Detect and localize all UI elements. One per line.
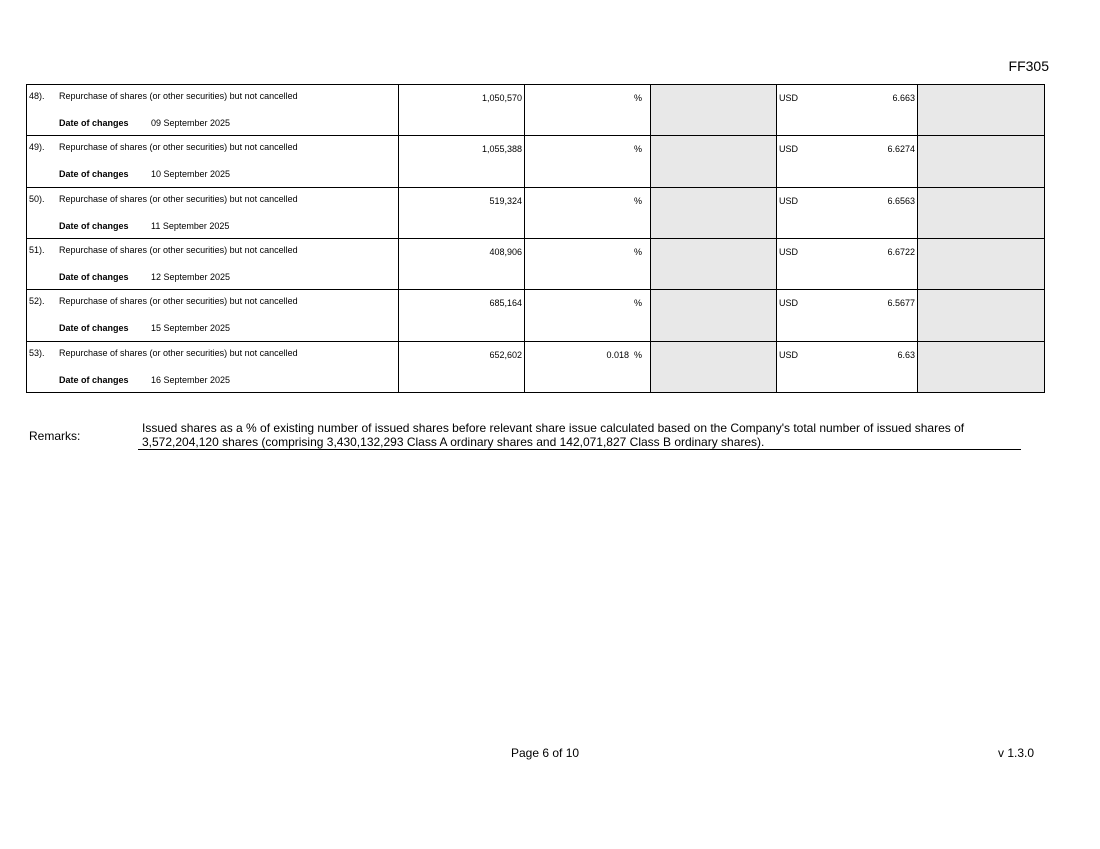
date-label: Date of changes: [59, 323, 129, 334]
share-changes-table: [26, 84, 1045, 393]
currency: USD: [779, 298, 799, 309]
price-cell: [777, 290, 918, 341]
shaded-cell: [918, 85, 1045, 136]
number-cell: [399, 341, 525, 392]
price-cell: [777, 341, 918, 392]
date-value: 09 September 2025: [151, 118, 231, 128]
percent-value: [525, 85, 650, 103]
row-index: 51).: [29, 244, 45, 255]
remarks-label: Remarks:: [29, 429, 81, 443]
row-description: Repurchase of shares (or other securities) but not cancelled: [59, 142, 298, 153]
description-cell: [27, 187, 399, 238]
percent-cell: [525, 290, 651, 341]
share-number: 408,906: [489, 246, 522, 257]
shaded-cell: [918, 187, 1045, 238]
currency: USD: [779, 144, 799, 155]
percent-sign: %: [633, 144, 642, 155]
price-cell: [777, 136, 918, 187]
row-index: 50).: [29, 193, 45, 204]
percent-cell: [525, 85, 651, 136]
share-number: 519,324: [489, 195, 522, 206]
share-number: 1,055,388: [481, 144, 522, 155]
currency: USD: [779, 246, 799, 257]
price-cell: [777, 238, 918, 289]
percent-cell: [525, 136, 651, 187]
row-description: Repurchase of shares (or other securities) but not cancelled: [59, 193, 298, 204]
table-row: [27, 290, 1045, 341]
percent-value: [525, 239, 650, 257]
date-label: Date of changes: [59, 220, 129, 231]
date-value: 10 September 2025: [151, 169, 231, 180]
table-row: [27, 187, 1045, 238]
currency: USD: [779, 195, 799, 206]
row-description: Repurchase of shares (or other securities) but not cancelled: [59, 244, 298, 255]
percent-sign: %: [633, 298, 642, 309]
shaded-cell: [651, 85, 777, 136]
row-index: 49).: [29, 142, 45, 153]
currency: USD: [779, 349, 799, 360]
share-number: 1,050,570: [481, 93, 522, 103]
percent-value: [525, 136, 650, 154]
percent-sign: %: [633, 195, 642, 206]
table-row: [27, 85, 1045, 136]
shaded-cell: [918, 290, 1045, 341]
price-value: 6.6274: [887, 144, 915, 155]
table-row: [27, 341, 1045, 392]
description-cell: [27, 136, 399, 187]
date-value: 12 September 2025: [151, 271, 231, 282]
shaded-cell: [651, 238, 777, 289]
percent-cell: [525, 341, 651, 392]
shaded-cell: [651, 341, 777, 392]
date-label: Date of changes: [59, 169, 129, 180]
percent-value: [525, 188, 650, 206]
number-cell: [399, 187, 525, 238]
description-cell: [27, 341, 399, 392]
percent-sign: %: [633, 246, 642, 257]
price-value: 6.6563: [887, 195, 915, 206]
row-description: Repurchase of shares (or other securities) but not cancelled: [59, 296, 298, 307]
percent-sign: %: [633, 93, 642, 103]
remarks-text: Issued shares as a % of existing number of issued shares before relevant share issue calculated based on the Company's total number of issued shares of 3,572,204,120 shares (comprising 3,430,132,293 Class A ordinary shares and 142,071,827 Class B ordinary shares).: [138, 421, 1021, 450]
percent-sign: %: [633, 349, 642, 360]
price-value: 6.5677: [887, 298, 915, 309]
shaded-cell: [918, 238, 1045, 289]
date-label: Date of changes: [59, 118, 129, 128]
share-number: 685,164: [489, 298, 522, 309]
row-description: Repurchase of shares (or other securities) but not cancelled: [59, 91, 298, 101]
price-value: 6.63: [897, 349, 915, 360]
form-code: FF305: [1008, 58, 1049, 74]
number-cell: [399, 136, 525, 187]
number-cell: [399, 290, 525, 341]
percent-number: 0.018: [606, 349, 629, 360]
row-description: Repurchase of shares (or other securities) but not cancelled: [59, 347, 298, 358]
number-cell: [399, 238, 525, 289]
row-index: 52).: [29, 296, 45, 307]
date-value: 16 September 2025: [151, 374, 231, 385]
number-cell: [399, 85, 525, 136]
percent-cell: [525, 187, 651, 238]
description-cell: [27, 85, 399, 136]
percent-value: [525, 342, 650, 360]
date-value: 11 September 2025: [151, 220, 230, 231]
shaded-cell: [651, 290, 777, 341]
date-value: 15 September 2025: [151, 323, 231, 334]
currency: USD: [779, 93, 799, 103]
row-index: 48).: [29, 91, 45, 101]
percent-value: [525, 290, 650, 308]
version-label: v 1.3.0: [998, 746, 1035, 760]
date-label: Date of changes: [59, 271, 129, 282]
shaded-cell: [651, 187, 777, 238]
table-row: [27, 136, 1045, 187]
shaded-cell: [918, 136, 1045, 187]
date-label: Date of changes: [59, 374, 129, 385]
percent-cell: [525, 238, 651, 289]
price-cell: [777, 85, 918, 136]
description-cell: [27, 290, 399, 341]
description-cell: [27, 238, 399, 289]
page-number: Page 6 of 10: [511, 746, 580, 760]
price-value: 6.663: [892, 93, 915, 103]
price-value: 6.6722: [887, 246, 915, 257]
price-cell: [777, 187, 918, 238]
shaded-cell: [918, 341, 1045, 392]
row-index: 53).: [29, 347, 45, 358]
shaded-cell: [651, 136, 777, 187]
share-number: 652,602: [489, 349, 522, 360]
table-row: [27, 238, 1045, 289]
